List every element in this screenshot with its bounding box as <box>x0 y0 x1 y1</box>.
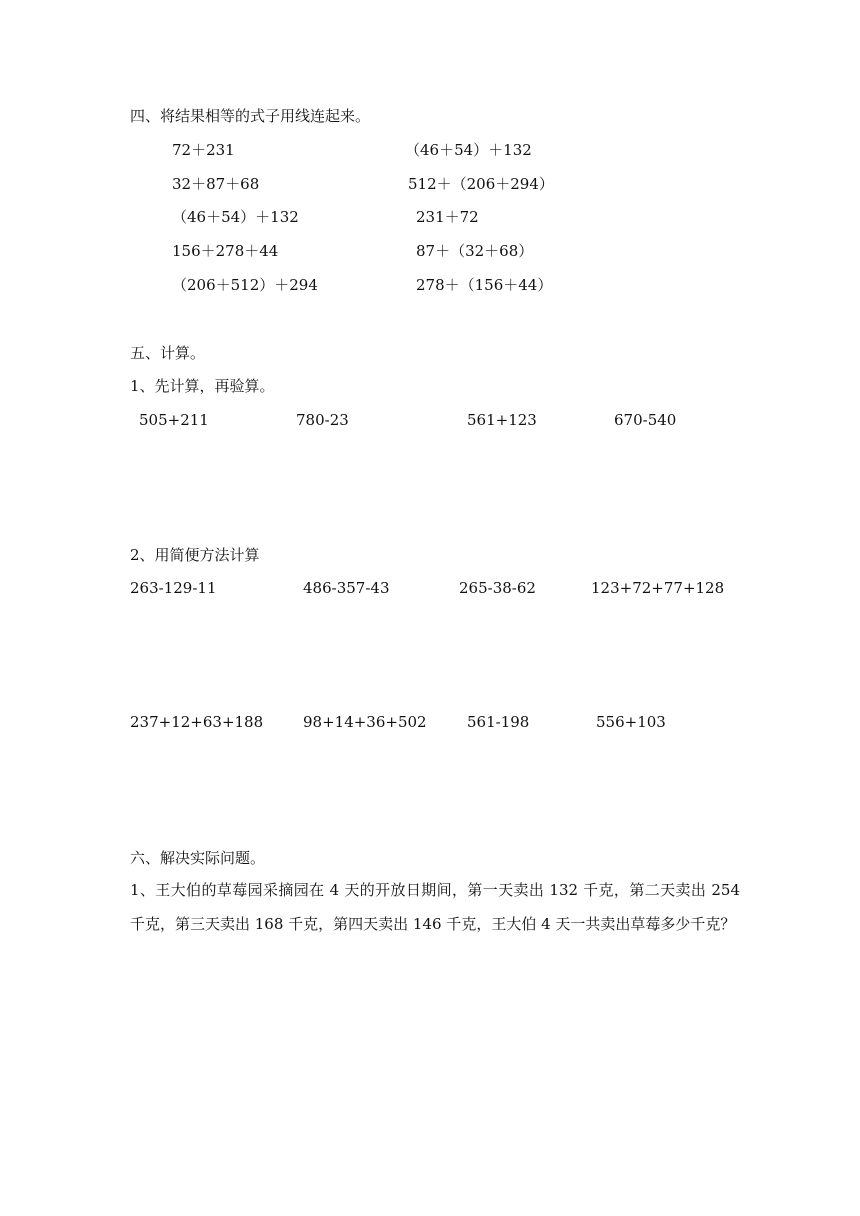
calc-item-4: 670-540 <box>614 411 677 429</box>
simplify-item-8: 556+103 <box>596 713 666 731</box>
section-5-heading: 五、计算。 <box>130 344 206 362</box>
section-4-heading: 四、将结果相等的式子用线连起来。 <box>130 107 371 125</box>
simplify-item-3: 265-38-62 <box>459 579 536 597</box>
calc-item-2: 780-23 <box>296 411 349 429</box>
match-right-item-1: （46＋54）＋132 <box>405 141 532 159</box>
match-left-item-3: （46＋54）＋132 <box>172 208 299 226</box>
match-left-item-2: 32＋87＋68 <box>172 175 260 193</box>
match-right-item-3: 231＋72 <box>416 208 479 226</box>
section-6-heading: 六、解决实际问题。 <box>130 849 266 867</box>
calc-item-3: 561+123 <box>467 411 537 429</box>
match-left-item-1: 72＋231 <box>172 141 235 159</box>
part-1-title: 1、先计算，再验算。 <box>130 377 275 395</box>
simplify-item-4: 123+72+77+128 <box>591 579 725 597</box>
match-left-item-4: 156＋278＋44 <box>172 242 279 260</box>
match-left-item-5: （206＋512）＋294 <box>172 276 318 294</box>
simplify-item-1: 263-129-11 <box>130 579 217 597</box>
simplify-item-2: 486-357-43 <box>303 579 390 597</box>
simplify-item-6: 98+14+36+502 <box>303 713 427 731</box>
word-problem-1: 1、王大伯的草莓园采摘园在 4 天的开放日期间，第一天卖出 132 千克，第二天卖出 254 千克，第三天卖出 168 千克，第四天卖出 146 千克，王大伯 4 天一共卖出草莓多少千克？ <box>130 881 740 933</box>
simplify-item-5: 237+12+63+188 <box>130 713 264 731</box>
match-right-item-2: 512＋（206＋294） <box>408 175 554 193</box>
match-right-item-5: 278＋（156＋44） <box>416 276 553 294</box>
part-2-title: 2、用简便方法计算 <box>130 546 260 564</box>
calc-item-1: 505+211 <box>139 411 209 429</box>
simplify-item-7: 561-198 <box>467 713 530 731</box>
match-right-item-4: 87＋（32＋68） <box>416 242 534 260</box>
